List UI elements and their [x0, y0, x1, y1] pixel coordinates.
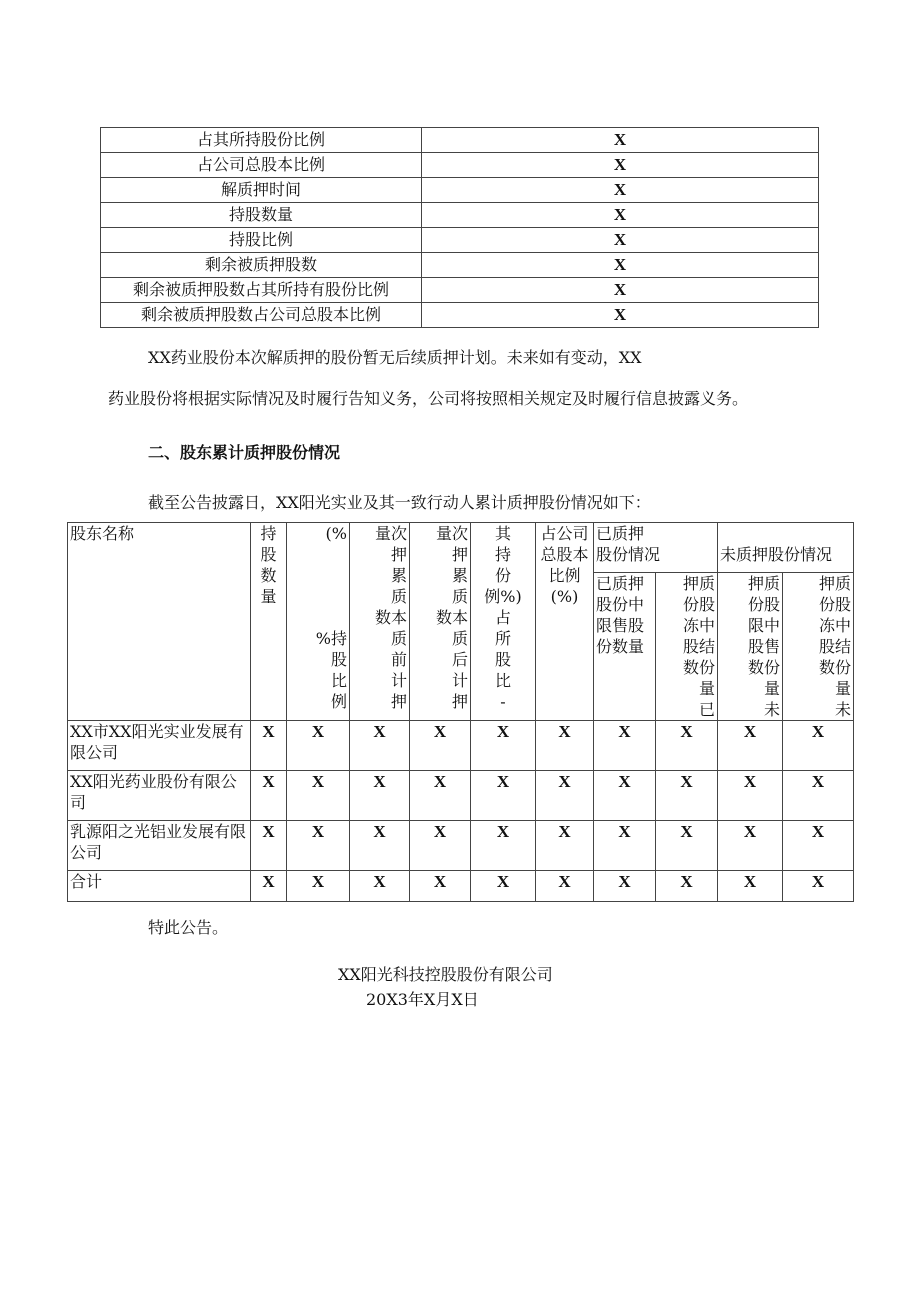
table-row [68, 871, 854, 902]
cell-value: X [251, 771, 287, 821]
cell-value: X [718, 721, 783, 771]
paragraph-1-line-2: 药业股份将根据实际情况及时履行告知义务，公司将按照相关规定及时履行信息披露义务。 [108, 389, 749, 408]
cell-value: X [350, 771, 410, 821]
cell-value: X [783, 821, 854, 871]
cell-value: X [783, 871, 854, 902]
table-row [101, 228, 819, 253]
cell-value: X [536, 721, 594, 771]
cell-value: X [594, 771, 656, 821]
row-label: 持股数量 [101, 203, 422, 228]
subheader-unpledged-frozen: 押质 份股 冻中 股结 数份 量 未 [783, 573, 854, 721]
cell-value: X [410, 721, 471, 771]
cell-value: X [718, 821, 783, 871]
closing-text: 特此公告。 [148, 918, 229, 937]
cell-value: X [471, 721, 536, 771]
cell-value: X [718, 771, 783, 821]
cell-value: X [287, 871, 350, 902]
header-holding-ratio: (% %持 股 比 例 [287, 523, 350, 721]
table-row [68, 721, 854, 771]
cell-value: X [410, 821, 471, 871]
cell-value: X [783, 771, 854, 821]
cumulative-pledge-table [67, 522, 854, 902]
header-group-unpledged: 未质押股份情况 [718, 523, 854, 573]
row-value: X [422, 253, 819, 278]
unpledge-detail-table [100, 127, 819, 328]
subheader-unpledged-restricted: 押质 份股 限中 股售 数份 量 未 [718, 573, 783, 721]
row-value: X [422, 278, 819, 303]
cell-value: X [287, 721, 350, 771]
cell-value: X [350, 821, 410, 871]
shareholder-name: 合计 [68, 871, 251, 902]
cell-value: X [536, 821, 594, 871]
cell-value: X [287, 771, 350, 821]
row-value: X [422, 228, 819, 253]
signature-date: 20X3年X月X日 [366, 990, 479, 1009]
cell-value: X [656, 871, 718, 902]
cell-value: X [536, 771, 594, 821]
row-value: X [422, 128, 819, 153]
row-label: 剩余被质押股数占公司总股本比例 [101, 303, 422, 328]
row-value: X [422, 153, 819, 178]
header-holding-quantity: 持 股 数 量 [251, 523, 287, 721]
cell-value: X [251, 871, 287, 902]
cell-value: X [594, 821, 656, 871]
cell-value: X [594, 871, 656, 902]
header-group-pledged: 已质押 股份情况 [594, 523, 718, 573]
cell-value: X [783, 721, 854, 771]
cell-value: X [350, 721, 410, 771]
cell-value: X [410, 771, 471, 821]
cell-value: X [251, 821, 287, 871]
table-row [101, 128, 819, 153]
header-pledged-before: 量次 押 累 质 数本 质 前 计 押 [350, 523, 410, 721]
header-shareholder-name: 股东名称 [68, 523, 251, 721]
shareholder-name: XX市XX阳光实业发展有限公司 [68, 721, 251, 771]
row-label: 解质押时间 [101, 178, 422, 203]
table-row [101, 153, 819, 178]
cell-value: X [471, 821, 536, 871]
row-value: X [422, 203, 819, 228]
row-value: X [422, 178, 819, 203]
subheader-pledged-restricted: 已质押 股份中 限售股 份数量 [594, 573, 656, 721]
table-row [101, 278, 819, 303]
header-ratio-of-total: 占公司 总股本 比例 (%) [536, 523, 594, 721]
cell-value: X [594, 721, 656, 771]
paragraph-1-line-1: XX药业股份本次解质押的股份暂无后续质押计划。未来如有变动，XX [148, 348, 642, 367]
row-label: 持股比例 [101, 228, 422, 253]
cell-value: X [536, 871, 594, 902]
table-row [101, 203, 819, 228]
signature-company: XX阳光科技控股股份有限公司 [338, 965, 553, 984]
section-2-title: 二、股东累计质押股份情况 [148, 443, 341, 462]
cell-value: X [287, 821, 350, 871]
shareholder-name: 乳源阳之光铝业发展有限公司 [68, 821, 251, 871]
table-row [68, 821, 854, 871]
cell-value: X [471, 771, 536, 821]
cell-value: X [471, 871, 536, 902]
table-row [101, 178, 819, 203]
shareholder-name: XX阳光药业股份有限公司 [68, 771, 251, 821]
row-label: 占公司总股本比例 [101, 153, 422, 178]
table-row [68, 771, 854, 821]
cell-value: X [350, 871, 410, 902]
cell-value: X [656, 821, 718, 871]
paragraph-2: 截至公告披露日，XX阳光实业及其一致行动人累计质押股份情况如下： [148, 493, 651, 512]
header-ratio-of-holding: 其 持 份 例%) 占 所 股 比 - [471, 523, 536, 721]
cell-value: X [656, 771, 718, 821]
row-label: 占其所持股份比例 [101, 128, 422, 153]
subheader-pledged-frozen: 押质 份股 冻中 股结 数份 量 已 [656, 573, 718, 721]
cell-value: X [718, 871, 783, 902]
cell-value: X [410, 871, 471, 902]
table-row [101, 303, 819, 328]
row-label: 剩余被质押股数 [101, 253, 422, 278]
cell-value: X [251, 721, 287, 771]
header-pledged-after: 量次 押 累 质 数本 质 后 计 押 [410, 523, 471, 721]
row-label: 剩余被质押股数占其所持有股份比例 [101, 278, 422, 303]
table-row [101, 253, 819, 278]
cell-value: X [656, 721, 718, 771]
row-value: X [422, 303, 819, 328]
